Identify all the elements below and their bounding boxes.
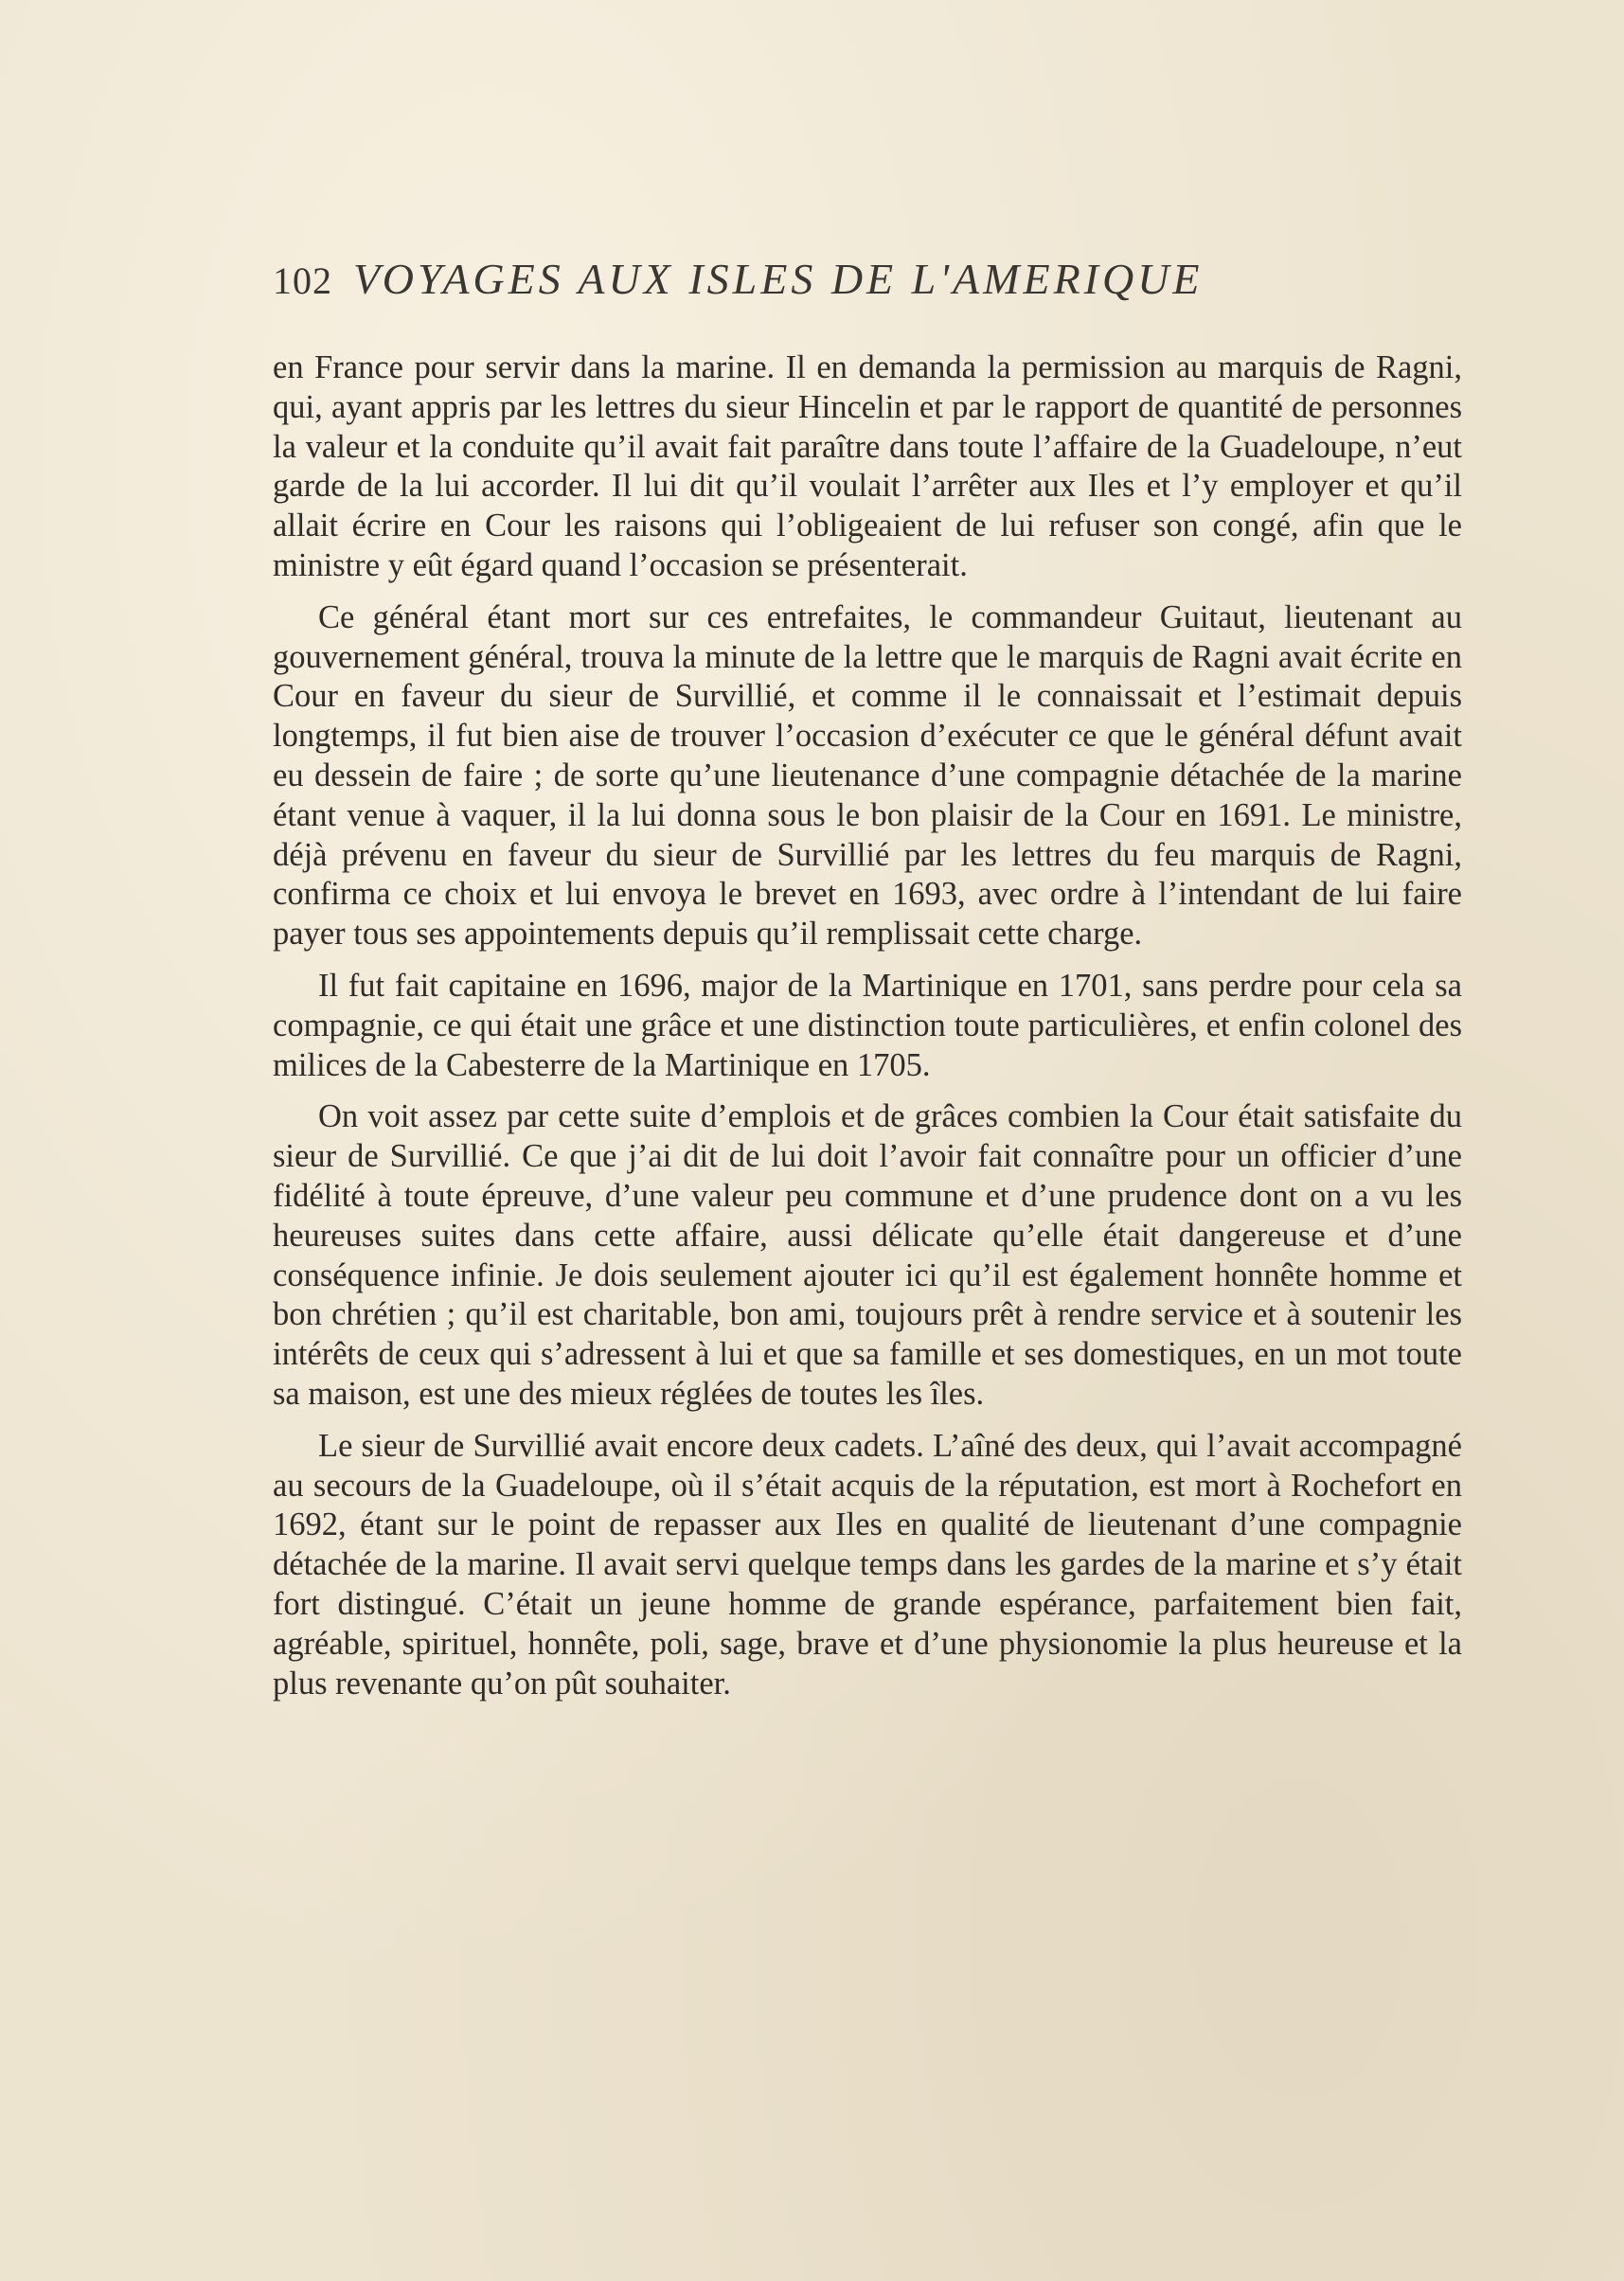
- body-text: [273, 348, 1462, 1716]
- paragraph: On voit assez par cette suite d’emplois et de grâces combien la Cour était satisfaite du sieur de Survillié. Ce que j’ai dit de lui doit l’avoir fait connaître pour un officier d’une fidélité à toute épreuve, d’une valeur peu commune et d’une prudence dont on a vu les heureuses suites dans cette affaire, aussi délicate qu’elle était dangereuse et d’une conséquence infinie. Je dois seulement ajouter ici qu’il est également honnête homme et bon chrétien ; qu’il est charitable, bon ami, toujours prêt à rendre service et à soutenir les intérêts de ceux qui s’adressent à lui et que sa famille et ses domestiques, en un mot toute sa maison, est une des mieux réglées de toutes les îles.: [273, 1098, 1462, 1412]
- paragraph: Il fut fait capitaine en 1696, major de la Martinique en 1701, sans perdre pour cela sa compagnie, ce qui était une grâce et une distinction toute particulières, et enfin colonel des milices de la Cabesterre de la Martinique en 1705.: [273, 967, 1462, 1083]
- paragraph: en France pour servir dans la marine. Il en demanda la permission au marquis de Ragni, qui, ayant appris par les lettres du sieur Hincelin et par le rapport de quantité de personnes la valeur et la conduite qu’il avait fait paraître dans toute l’affaire de la Guadeloupe, n’eut garde de la lui accorder. Il lui dit qu’il voulait l’arrêter aux Iles et l’y employer et qu’il allait écrire en Cour les raisons qui l’obligeaient de lui refuser son congé, afin que le ministre y eût égard quand l’occasion se présenterait.: [273, 349, 1462, 583]
- page-number: 102: [273, 259, 332, 302]
- paragraph: Le sieur de Survillié avait encore deux cadets. L’aîné des deux, qui l’avait accompagné au secours de la Guadeloupe, où il s’était acquis de la réputation, est mort à Rochefort en 1692, étant sur le point de repasser aux Iles en qualité de lieutenant d’une compagnie détachée de la marine. Il avait servi quelque temps dans les gardes de la marine et s’y était fort distingué. C’était un jeune homme de grande espérance, parfaitement bien fait, agréable, spirituel, honnête, poli, sage, brave et d’une physionomie la plus heureuse et la plus revenante qu’on pût souhaiter.: [273, 1427, 1462, 1702]
- running-title: VOYAGES AUX ISLES DE L'AMERIQUE: [353, 255, 1204, 303]
- running-head: [273, 254, 1409, 311]
- paragraph: Ce général étant mort sur ces entrefaites, le commandeur Guitaut, lieutenant au gouvernement général, trouva la minute de la lettre que le marquis de Ragni avait écrite en Cour en faveur du sieur de Survillié, et comme il le connaissait et l’estimait depuis longtemps, il fut bien aise de trouver l’occasion d’exécuter ce que le général défunt avait eu dessein de faire ; de sorte qu’une lieutenance d’une compagnie détachée de la marine étant venue à vaquer, il la lui donna sous le bon plaisir de la Cour en 1691. Le ministre, déjà prévenu en faveur du sieur de Survillié par les lettres du feu marquis de Ragni, confirma ce choix et lui envoya le brevet en 1693, avec ordre à l’intendant de lui faire payer tous ses appointements depuis qu’il remplissait cette charge.: [273, 598, 1462, 953]
